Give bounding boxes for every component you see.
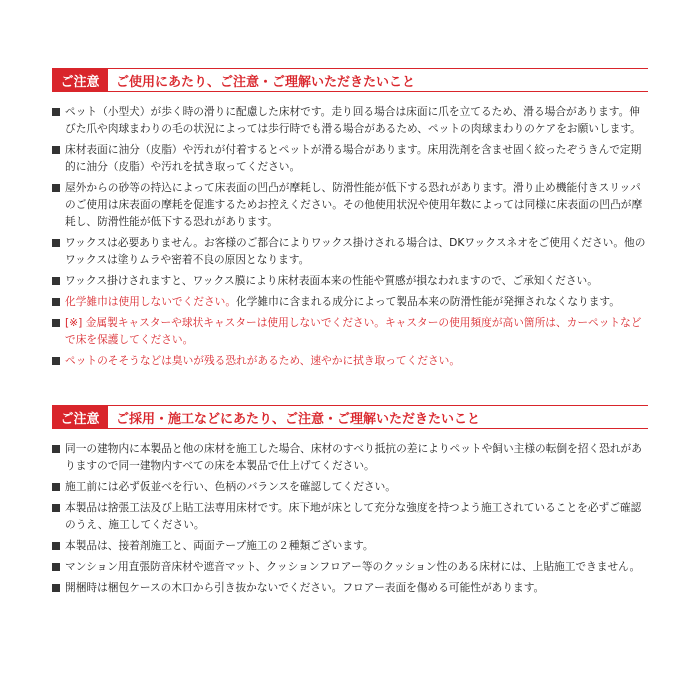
square-bullet-icon — [52, 352, 63, 369]
note-text — [65, 103, 648, 137]
square-bullet-icon — [52, 440, 63, 457]
note-warning-text: ペットのそそうなどは臭いが残る恐れがあるため、速やかに拭き取ってください。 — [65, 354, 461, 367]
section-title: ご使用にあたり、ご注意・ご理解いただきたいこと — [116, 74, 416, 90]
note-item — [52, 272, 648, 289]
section-header — [52, 405, 648, 429]
note-warning-text: 化学雑巾は使用しないでください。 — [65, 295, 237, 308]
note-text — [65, 141, 648, 175]
note-segment: 本製品は、接着剤施工と、両面テープ施工の２種類ございます。 — [65, 539, 374, 552]
note-segment: 床材表面に油分（皮脂）や汚れが付着するとペットが滑る場合があります。床用洗剤を含ませ固く絞ったぞうきんで定期的に油分（皮脂）や汚れを拭き取ってください。 — [65, 143, 642, 173]
square-bullet-icon — [52, 314, 63, 331]
note-segment: ワックスは必要ありません。お客様のご都合によりワックス掛けされる場合は、DKワックスネオをご使用ください。他のワックスは塗りムラや密着不良の原因となります。 — [65, 236, 646, 266]
installation-notes-section — [52, 405, 648, 600]
notes-list — [52, 440, 648, 596]
note-segment: 開梱時は梱包ケースの木口から引き抜かないでください。フロアー表面を傷める可能性があります。 — [65, 581, 545, 594]
section-header — [52, 68, 648, 92]
note-item — [52, 537, 648, 554]
square-bullet-icon — [52, 141, 63, 158]
note-text — [65, 478, 648, 495]
square-bullet-icon — [52, 478, 63, 495]
caution-badge: ご注意 — [52, 406, 108, 428]
square-bullet-icon — [52, 272, 63, 289]
note-text — [65, 440, 648, 474]
note-item — [52, 314, 648, 348]
note-text — [65, 579, 648, 596]
square-bullet-icon — [52, 579, 63, 596]
note-item — [52, 293, 648, 310]
note-segment: マンション用直張防音床材や遮音マット、クッションフロアー等のクッション性のある床材には、上貼施工できません。 — [65, 560, 641, 573]
square-bullet-icon — [52, 499, 63, 516]
usage-notes-section — [52, 68, 648, 373]
note-segment: 同一の建物内に本製品と他の床材を施工した場合、床材のすべり抵抗の差によりペットや飼い主様の転倒を招く恐れがありますので同一建物内すべての床を本製品で仕上げてください。 — [65, 442, 642, 472]
square-bullet-icon — [52, 234, 63, 251]
note-item — [52, 103, 648, 137]
note-text — [65, 234, 648, 268]
note-text — [65, 293, 648, 310]
note-item — [52, 499, 648, 533]
note-item — [52, 141, 648, 175]
note-segment: 屋外からの砂等の持込によって床表面の凹凸が摩耗し、防滑性能が低下する恐れがあります。滑り止め機能付きスリッパのご使用は床表面の摩耗を促進するためお控えください。その他使用状況や使用年数によっては同様に床表面の凹凸が摩耗し、防滑性能が低下する恐れがあります。 — [65, 181, 643, 228]
caution-badge: ご注意 — [52, 69, 108, 91]
square-bullet-icon — [52, 293, 63, 310]
note-segment: 施工前には必ず仮並べを行い、色柄のバランスを確認してください。 — [65, 480, 396, 493]
square-bullet-icon — [52, 558, 63, 575]
note-segment: ワックス掛けされますと、ワックス膜により床材表面本来の性能や質感が損なわれますので、ご承知ください。 — [65, 274, 598, 287]
note-text — [65, 499, 648, 533]
note-text — [65, 352, 648, 369]
note-warning-text: [※] 金属製キャスターや球状キャスターは使用しないでください。キャスターの使用頻度が高い箇所は、カーペットなどで床を保護してください。 — [65, 316, 642, 346]
note-segment: 化学雑巾に含まれる成分によって製品本来の防滑性能が発揮されなくなります。 — [236, 295, 620, 308]
note-item — [52, 579, 648, 596]
note-item — [52, 179, 648, 230]
section-title: ご採用・施工などにあたり、ご注意・ご理解いただきたいこと — [116, 411, 481, 427]
note-item — [52, 440, 648, 474]
note-text — [65, 537, 648, 554]
square-bullet-icon — [52, 103, 63, 120]
note-item — [52, 234, 648, 268]
note-item — [52, 558, 648, 575]
note-segment: ペット（小型犬）が歩く時の滑りに配慮した床材です。走り回る場合は床面に爪を立てるため、滑る場合があります。伸びた爪や肉球まわりの毛の状況によっては歩行時でも滑る場合があるため、ペットの肉球まわりのケアをお願いします。 — [65, 105, 641, 135]
note-item — [52, 478, 648, 495]
note-text — [65, 272, 648, 289]
square-bullet-icon — [52, 179, 63, 196]
notes-list — [52, 103, 648, 369]
square-bullet-icon — [52, 537, 63, 554]
note-text — [65, 558, 648, 575]
note-text — [65, 314, 648, 348]
note-item — [52, 352, 648, 369]
note-text — [65, 179, 648, 230]
note-segment: 本製品は捨張工法及び上貼工法専用床材です。床下地が床として充分な強度を持つよう施工されていることを必ずご確認のうえ、施工してください。 — [65, 501, 642, 531]
